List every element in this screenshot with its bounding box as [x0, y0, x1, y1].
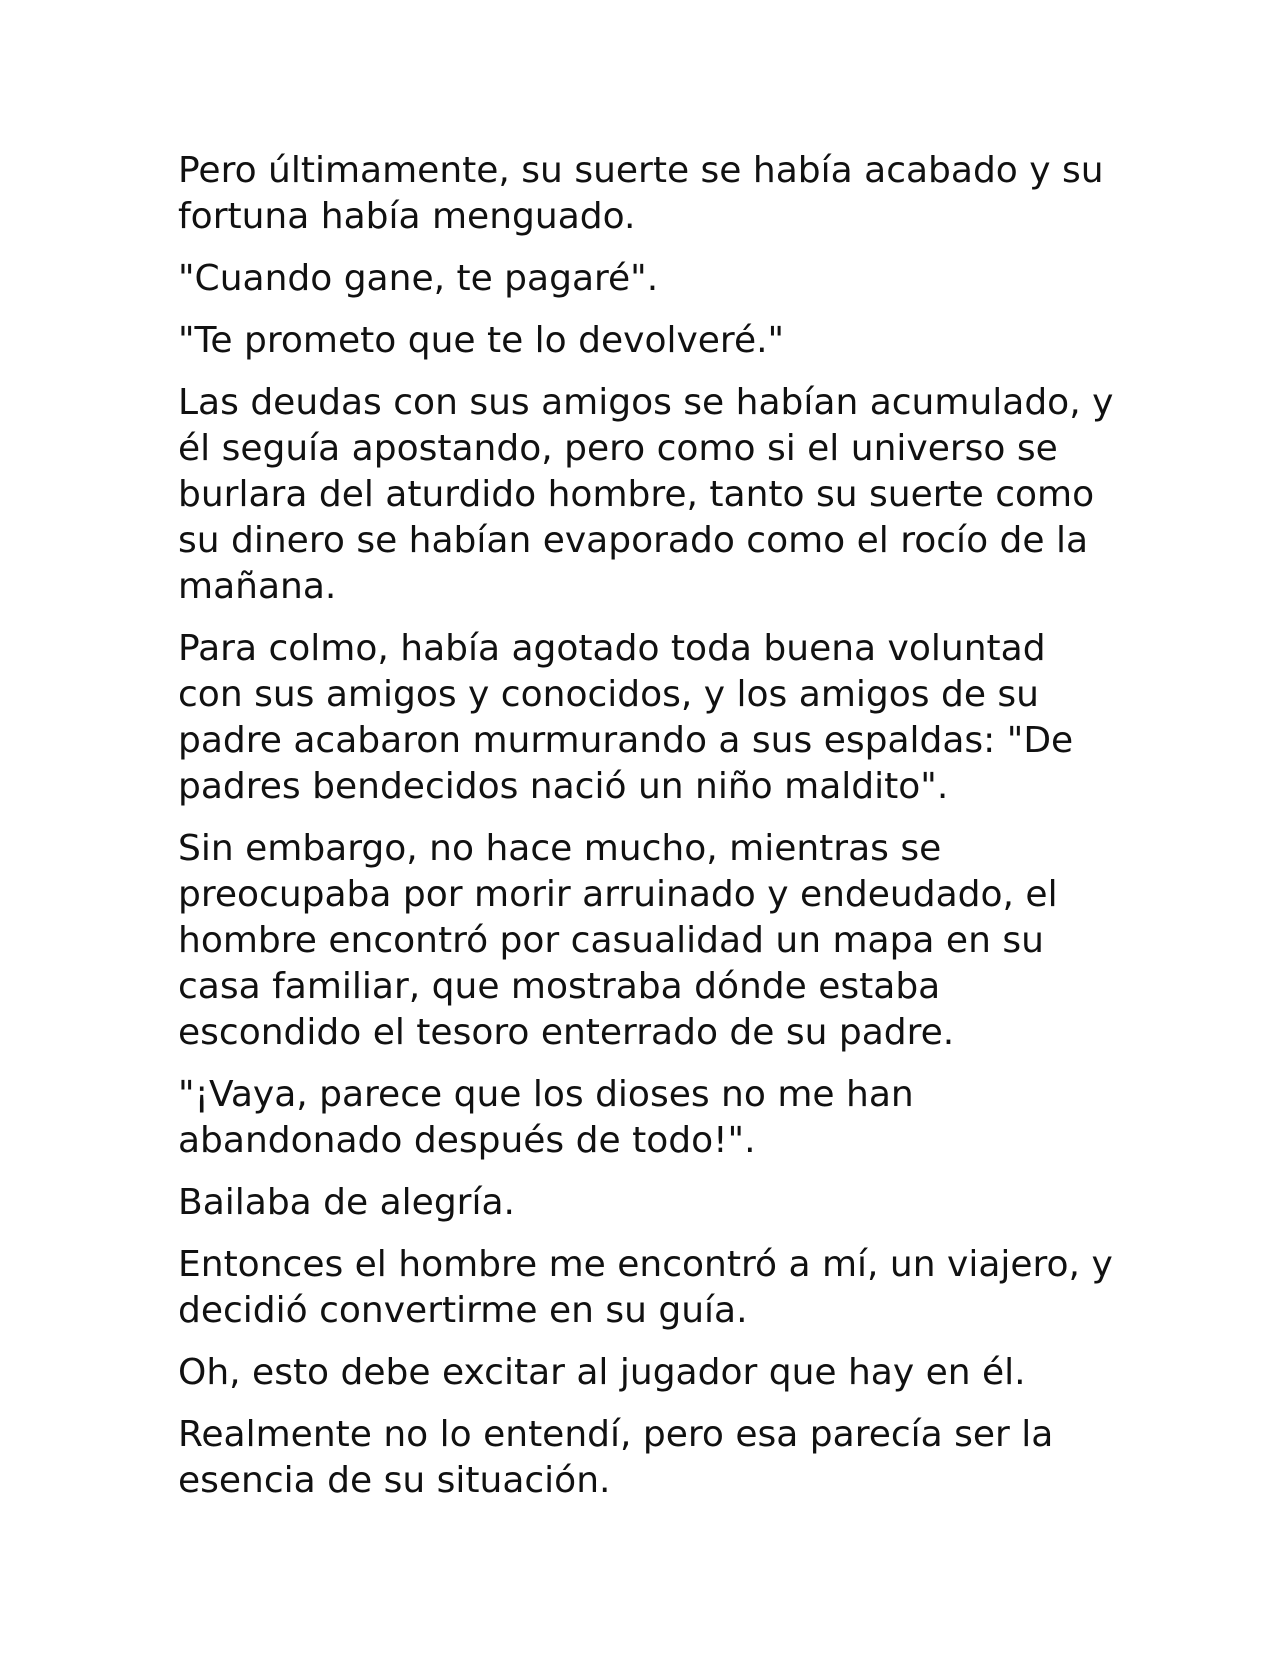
- paragraph-5: Para colmo, había agotado toda buena voluntad con sus amigos y conocidos, y los amigos de su padre acabaron murmurando a sus espaldas: "De padres bendecidos nació un niño maldito".: [178, 628, 1074, 807]
- paragraph-7: "¡Vaya, parece que los dioses no me han abandonado después de todo!".: [178, 1074, 914, 1161]
- paragraph-9: Entonces el hombre me encontró a mí, un viajero, y decidió convertirme en su guía.: [178, 1244, 1113, 1331]
- paragraph-8: Bailaba de alegría.: [178, 1182, 515, 1223]
- paragraph-1: Pero últimamente, su suerte se había acabado y su fortuna había menguado.: [178, 150, 1104, 237]
- paragraph-4: Las deudas con sus amigos se habían acumulado, y él seguía apostando, pero como si el universo se burlara del aturdido hombre, tanto su suerte como su dinero se habían evaporado como el rocío de la mañana.: [178, 382, 1114, 607]
- paragraph-2: "Cuando gane, te pagaré".: [178, 258, 659, 299]
- paragraph-3: "Te prometo que te lo devolveré.": [178, 320, 785, 361]
- paragraph-11: Realmente no lo entendí, pero esa parecía ser la esencia de su situación.: [178, 1414, 1054, 1501]
- document-page: [178, 148, 1118, 1520]
- paragraph-6: Sin embargo, no hace mucho, mientras se preocupaba por morir arruinado y endeudado, el hombre encontró por casualidad un mapa en su casa familiar, que mostraba dónde estaba escondido el tesoro enterrado de su padre.: [178, 828, 1058, 1053]
- paragraph-10: Oh, esto debe excitar al jugador que hay en él.: [178, 1352, 1026, 1393]
